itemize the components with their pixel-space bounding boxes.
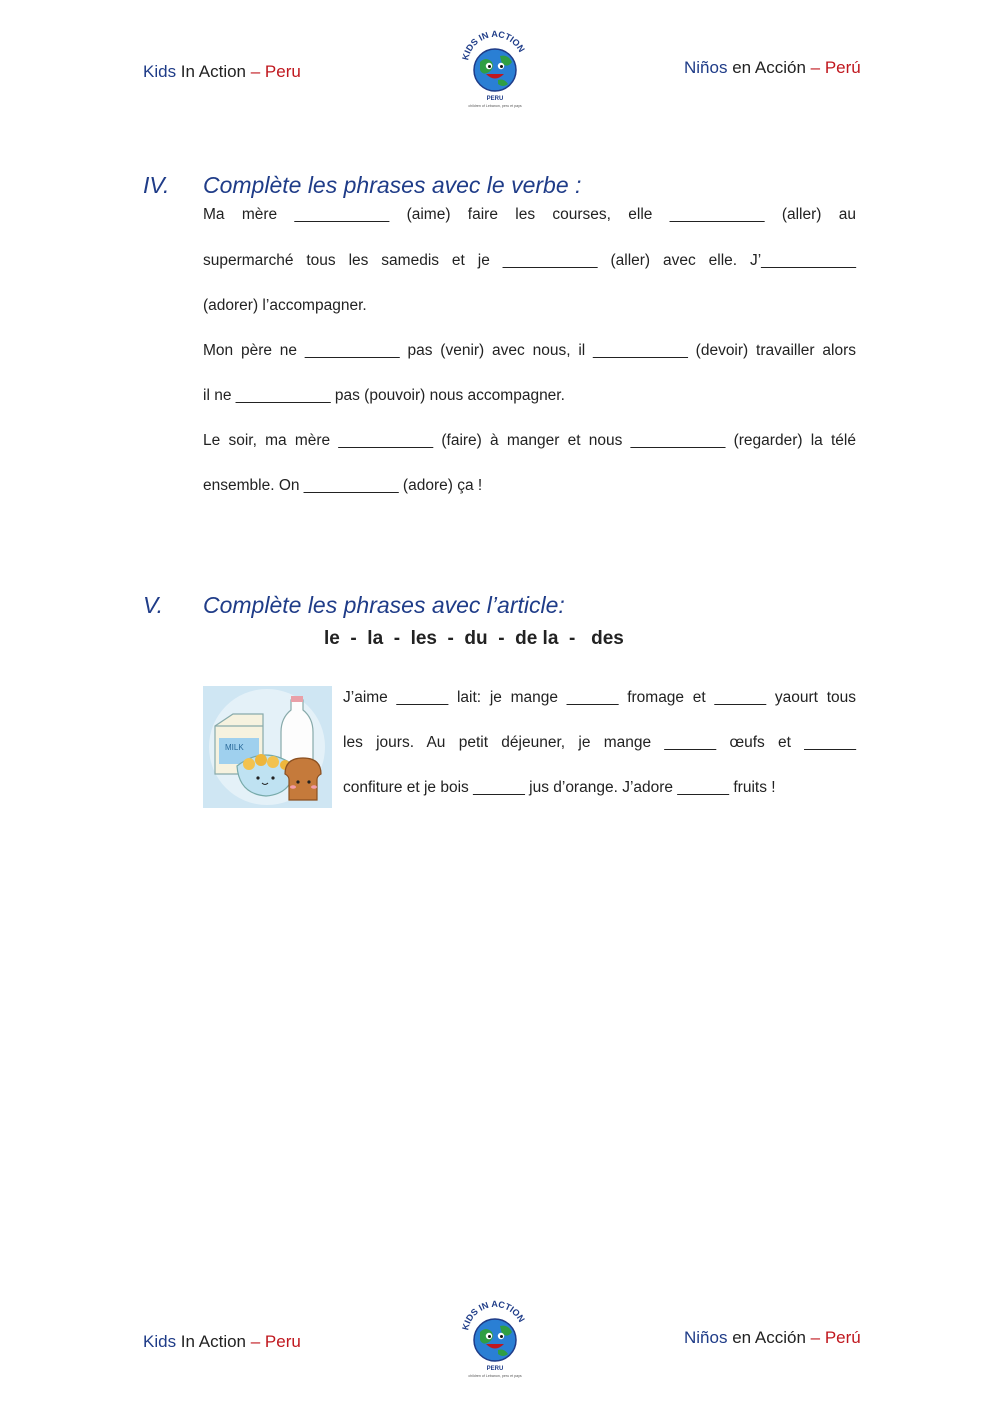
section-4-number: IV. bbox=[143, 172, 170, 198]
header-left-kids: Kids bbox=[143, 62, 177, 81]
breakfast-food-image bbox=[203, 686, 332, 808]
section-5-title bbox=[143, 592, 565, 619]
header-left bbox=[143, 62, 301, 82]
logo-footer-arc-text: KIDS IN ACTION bbox=[460, 1298, 527, 1332]
section-4-title bbox=[143, 172, 581, 199]
footer-left-peru: – Peru bbox=[250, 1332, 301, 1351]
section-4-heading: Complète les phrases avec le verbe : bbox=[203, 172, 582, 198]
logo-bottom-text: children of Lebanon, peru et pays bbox=[468, 104, 522, 108]
header-right-peru: – Perú bbox=[810, 58, 861, 77]
kids-in-action-logo bbox=[450, 20, 540, 110]
footer-right-ninos: Niños bbox=[684, 1328, 728, 1347]
footer-right-peru: – Perú bbox=[810, 1328, 861, 1347]
logo-peru-text: PERU bbox=[486, 96, 504, 102]
section-5-number: V. bbox=[143, 592, 164, 618]
section-4-line-1: Ma mère ___________ (aime) faire les courses, elle ___________ (aller) au bbox=[203, 206, 856, 223]
section-5-line-3: confiture et je bois ______ jus d’orange. J’adore ______ fruits ! bbox=[343, 779, 776, 796]
section-4-line-3: (adorer) l’accompagner. bbox=[203, 297, 367, 314]
footer-left-in-action: In Action bbox=[176, 1332, 251, 1351]
section-4-line-5: il ne ___________ pas (pouvoir) nous accompagner. bbox=[203, 387, 565, 404]
section-5-line-2: les jours. Au petit déjeuner, je mange ______ œufs et ______ bbox=[343, 734, 856, 751]
section-4-line-7: ensemble. On ___________ (adore) ça ! bbox=[203, 477, 483, 494]
section-4-line-2: supermarché tous les samedis et je ___________ (aller) avec elle. J’___________ bbox=[203, 252, 856, 269]
footer-left bbox=[143, 1332, 301, 1352]
header-right-en-accion: en Acción bbox=[727, 58, 811, 77]
header-left-in-action: In Action bbox=[176, 62, 251, 81]
kids-in-action-logo-footer bbox=[450, 1290, 540, 1380]
logo-footer-bottom-text: children of Lebanon, peru et pays bbox=[468, 1374, 522, 1378]
footer-left-kids: Kids bbox=[143, 1332, 177, 1351]
footer-right bbox=[684, 1328, 861, 1348]
article-options: le - la - les - du - de la - des bbox=[324, 628, 624, 649]
section-4-line-4: Mon père ne ___________ pas (venir) avec nous, il ___________ (devoir) travailler alors bbox=[203, 342, 856, 359]
section-5-heading: Complète les phrases avec l’article: bbox=[203, 592, 565, 618]
footer-right-en-accion: en Acción bbox=[727, 1328, 811, 1347]
section-5-line-1: J’aime ______ lait: je mange ______ fromage et ______ yaourt tous bbox=[343, 689, 856, 706]
header-right bbox=[684, 58, 861, 78]
header-right-ninos: Niños bbox=[684, 58, 728, 77]
carton-label: MILK bbox=[225, 743, 244, 752]
logo-footer-peru-text: PERU bbox=[486, 1366, 504, 1372]
section-4-line-6: Le soir, ma mère ___________ (faire) à manger et nous ___________ (regarder) la télé bbox=[203, 432, 856, 449]
header-left-peru: – Peru bbox=[250, 62, 301, 81]
logo-arc-text: KIDS IN ACTION bbox=[460, 28, 527, 62]
